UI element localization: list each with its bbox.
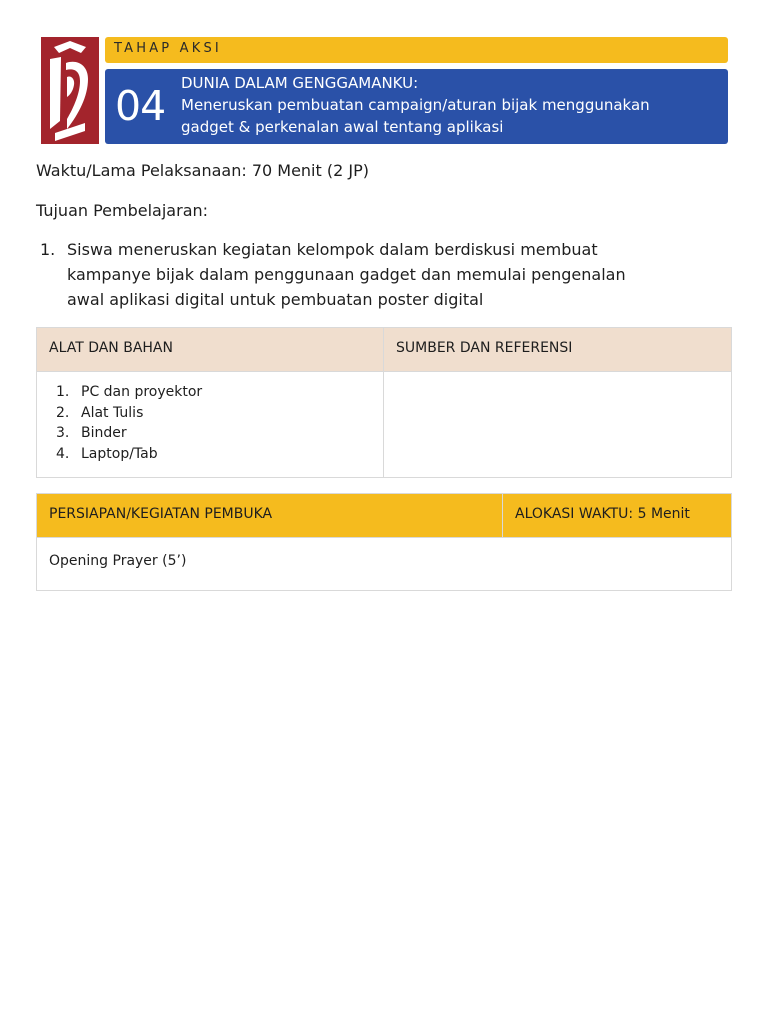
activity-title-text [181,72,721,138]
duration-text: Waktu/Lama Pelaksanaan: 70 Menit (2 JP) [36,161,369,180]
list-item-number: 1. [56,384,70,400]
opening-activity-table [36,493,732,591]
list-item-text: Laptop/Tab [81,445,158,462]
list-item-text: Binder [81,425,127,441]
goals-heading: Tujuan Pembelajaran: [36,201,209,220]
list-item-number: 4. [56,445,70,462]
stage-banner [105,37,728,63]
goal-text [67,237,732,312]
materials-cell [37,372,384,478]
time-allocation-header: ALOKASI WAKTU: 5 Menit [503,494,732,538]
references-header: SUMBER DAN REFERENSI [384,328,732,372]
goal-line: kampanye bijak dalam penggunaan gadget dan memulai pengenalan [67,265,626,284]
list-item-number: 3. [56,425,70,441]
goal-line: awal aplikasi digital untuk pembuatan poster digital [67,290,484,309]
goal-line: Siswa meneruskan kegiatan kelompok dalam berdiskusi membuat [67,240,598,259]
activity-number: 04 [115,82,166,130]
list-item [49,403,371,424]
materials-list [49,382,371,464]
activity-title: DUNIA DALAM GENGGAMANKU: [181,74,419,92]
goal-number: 1. [40,240,56,259]
list-item-text: PC dan proyektor [81,384,203,400]
references-cell [384,372,732,478]
lion-logo-icon [41,37,99,144]
materials-header: ALAT DAN BAHAN [37,328,384,372]
activity-subtitle-line-2: gadget & perkenalan awal tentang aplikasi [181,118,504,136]
list-item-number: 2. [56,404,70,421]
activity-subtitle-line-1: Meneruskan pembuatan campaign/aturan bijak menggunakan [181,96,650,114]
list-item [49,382,371,403]
list-item [49,444,371,465]
opening-header: PERSIAPAN/KEGIATAN PEMBUKA [37,494,503,538]
activity-title-box [105,69,728,144]
stage-label: TAHAP AKSI [114,41,222,56]
list-item-text: Alat Tulis [81,404,144,421]
opening-activity-cell: Opening Prayer (5’) [37,538,732,591]
materials-table [36,327,732,478]
list-item [49,423,371,444]
